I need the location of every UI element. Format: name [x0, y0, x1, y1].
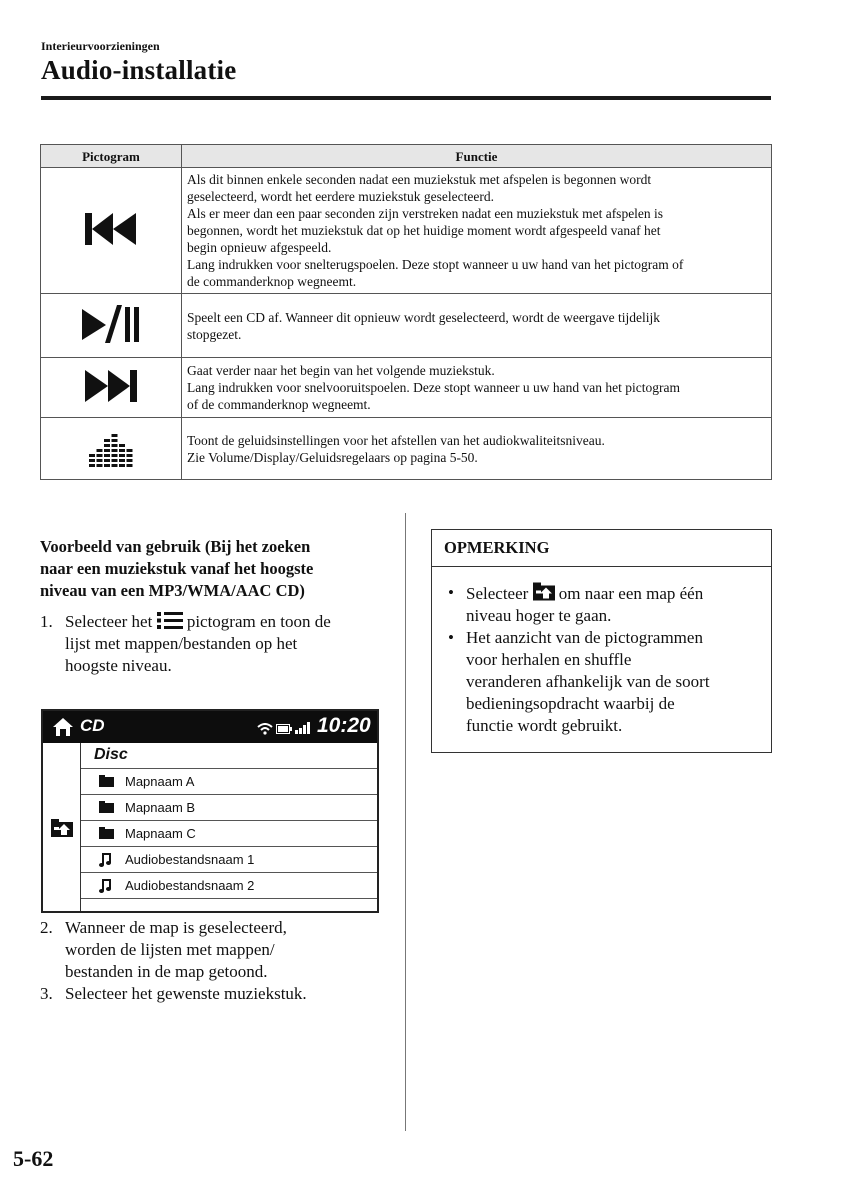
step-line: Selecteer het gewenste muziekstuk. — [65, 984, 307, 1003]
note-line: veranderen afhankelijk van de soort — [466, 672, 710, 691]
example-heading — [40, 536, 380, 602]
music-note-icon — [99, 853, 112, 867]
col-header-icon: Pictogram — [41, 145, 182, 168]
screen-sidebar — [43, 743, 81, 911]
step-item — [40, 917, 390, 983]
heading-line: Voorbeeld van gebruik (Bij het zoeken — [40, 537, 311, 556]
note-line: niveau hoger te gaan. — [466, 606, 612, 625]
description-line: Zie Volume/Display/Geluidsregelaars op pagina 5-50. — [187, 449, 478, 465]
note-box — [431, 529, 772, 753]
icon-cell — [41, 358, 182, 418]
description-line: Als dit binnen enkele seconden nadat een muziekstuk met afspelen is begonnen wordt — [187, 172, 652, 187]
wifi-icon — [257, 723, 273, 735]
list-item[interactable] — [81, 847, 377, 873]
list-item-label: Audiobestandsnaam 2 — [125, 878, 255, 893]
note-item — [448, 582, 763, 627]
description-line: Gaat verder naar het begin van het volgende muziekstuk. — [187, 363, 495, 378]
note-line: bedieningsopdracht waarbij de — [466, 694, 675, 713]
heading-line: niveau van een MP3/WMA/AAC CD) — [40, 581, 305, 600]
list-item-label: Mapnaam B — [125, 800, 196, 815]
description-line: Lang indrukken voor snelterugspoelen. Deze stopt wanneer u uw hand van het pictogram of — [187, 257, 684, 272]
play-pause-icon — [80, 304, 142, 344]
note-text: Selecteer — [466, 584, 533, 603]
step-line — [65, 611, 390, 633]
description-line: begin opnieuw afgespeeld. — [187, 240, 332, 255]
table-row — [41, 168, 772, 294]
step-number: 2. — [40, 918, 53, 937]
heading-line: naar een muziekstuk vanaf het hoogste — [40, 559, 314, 578]
icon-cell — [41, 294, 182, 358]
description-cell — [182, 418, 772, 480]
skip-back-icon — [84, 212, 138, 246]
steps-list-first — [40, 611, 390, 677]
description-line: Als er meer dan een paar seconden zijn verstreken nadat een muziekstuk met afspelen is — [187, 206, 664, 221]
step-line: lijst met mappen/bestanden op het — [65, 634, 298, 653]
note-line: functie wordt gebruikt. — [466, 716, 623, 735]
step-line: worden de lijsten met mappen/ — [65, 940, 275, 959]
folder-icon — [99, 801, 114, 813]
description-cell — [182, 358, 772, 418]
page-title: Audio-installatie — [41, 55, 237, 85]
description-line: of de commanderknop wegneemt. — [187, 397, 371, 412]
folder-up-icon[interactable] — [51, 819, 73, 837]
description-line: Lang indrukken voor snelvooruitspoelen. Deze stopt wanneer u uw hand van het pictogram — [187, 380, 680, 395]
description-line: begonnen, wordt het muziekstuk dat op het huidige moment wordt afgespeeld vanaf het — [187, 223, 661, 238]
table-row — [41, 294, 772, 358]
list-item[interactable] — [81, 769, 377, 795]
page-number: 5-62 — [13, 1146, 54, 1171]
list-item[interactable] — [81, 873, 377, 899]
description-cell — [182, 294, 772, 358]
title-rule — [41, 96, 771, 100]
note-line: voor herhalen en shuffle — [466, 650, 632, 669]
table-row — [41, 418, 772, 480]
icon-cell — [41, 168, 182, 294]
list-title-row — [81, 743, 377, 769]
audio-screen — [41, 709, 379, 913]
function-table — [40, 144, 772, 480]
equalizer-icon — [87, 426, 135, 468]
section-label: Interieurvoorzieningen — [41, 39, 160, 53]
step-item — [40, 611, 390, 677]
note-line: Het aanzicht van de pictogrammen — [466, 628, 703, 647]
table-header-row — [41, 145, 772, 168]
clock-time: 10:20 — [317, 714, 371, 737]
step-text: pictogram en toon de — [182, 612, 331, 631]
step-number: 1. — [40, 612, 53, 631]
list-item-label: Mapnaam C — [125, 826, 196, 841]
folder-icon — [99, 775, 114, 787]
list-item-label: Audiobestandsnaam 1 — [125, 852, 255, 867]
battery-icon — [276, 724, 292, 734]
folder-icon — [99, 827, 114, 839]
table-row — [41, 358, 772, 418]
music-note-icon — [99, 879, 112, 893]
note-text: om naar een map één — [554, 584, 704, 603]
description-line: stopgezet. — [187, 326, 242, 342]
description-cell — [182, 168, 772, 294]
step-text: Selecteer het — [65, 612, 157, 631]
column-divider — [405, 513, 406, 1131]
step-line: hoogste niveau. — [65, 656, 172, 675]
description-line: Speelt een CD af. Wanneer dit opnieuw wordt geselecteerd, wordt de weergave tijdelijk — [187, 309, 661, 325]
home-icon[interactable] — [52, 717, 74, 737]
bullet: • — [448, 628, 454, 647]
icon-cell — [41, 418, 182, 480]
step-line: bestanden in de map getoond. — [65, 962, 268, 981]
step-item — [40, 983, 390, 1005]
list-title: Disc — [94, 746, 128, 763]
col-header-function: Functie — [182, 145, 772, 168]
list-item-label: Mapnaam A — [125, 774, 195, 789]
description-line: geselecteerd, wordt het eerdere muziekstuk geselecteerd. — [187, 189, 494, 204]
skip-forward-icon — [84, 369, 138, 403]
steps-list-second — [40, 917, 390, 1005]
description-line: de commanderknop wegneemt. — [187, 274, 357, 289]
note-line — [466, 582, 763, 605]
note-item — [448, 627, 763, 737]
screen-status-bar — [43, 711, 377, 743]
note-title: OPMERKING — [432, 530, 771, 567]
note-list — [448, 582, 763, 737]
bullet: • — [448, 583, 454, 602]
list-icon — [157, 612, 183, 629]
list-item[interactable] — [81, 821, 377, 847]
signal-icon — [295, 722, 311, 734]
step-number: 3. — [40, 984, 53, 1003]
step-line: Wanneer de map is geselecteerd, — [65, 918, 287, 937]
description-line: Toont de geluidsinstellingen voor het afstellen van het audiokwaliteitsniveau. — [187, 432, 605, 448]
folder-up-icon — [533, 582, 555, 601]
source-label: CD — [80, 716, 105, 735]
list-item[interactable] — [81, 795, 377, 821]
